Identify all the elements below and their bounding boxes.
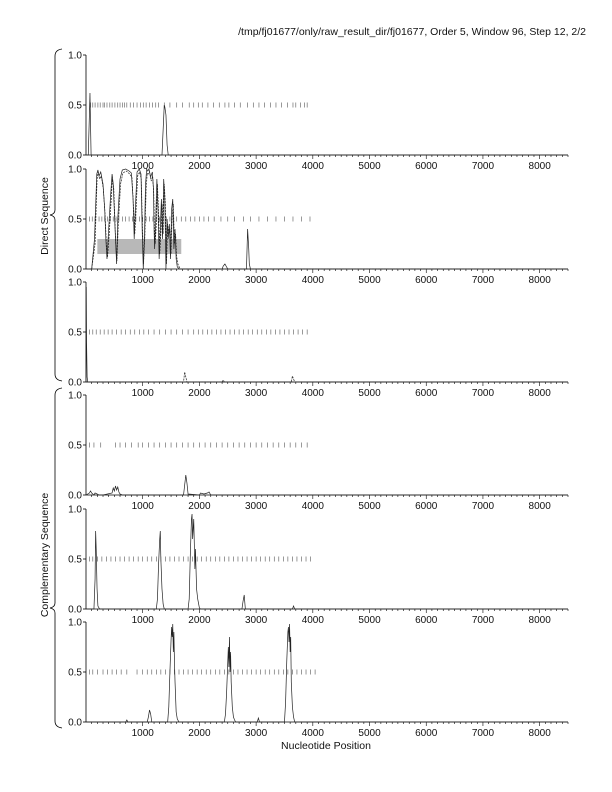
x-tick-label: 1000 bbox=[131, 388, 154, 399]
series-line bbox=[86, 93, 568, 155]
y-tick-label: 1.0 bbox=[68, 164, 82, 176]
x-tick-label: 7000 bbox=[471, 615, 495, 626]
x-tick-label: 3000 bbox=[244, 161, 268, 172]
panel-5 bbox=[68, 505, 568, 627]
chart-panels bbox=[68, 51, 568, 740]
x-tick-label: 8000 bbox=[528, 161, 551, 172]
panel-1 bbox=[68, 51, 568, 173]
x-tick-label: 7000 bbox=[471, 388, 495, 399]
x-tick-label: 2000 bbox=[188, 275, 211, 286]
y-tick-label: 0.5 bbox=[68, 554, 82, 566]
x-tick-label: 5000 bbox=[358, 275, 381, 286]
x-tick-label: 6000 bbox=[415, 501, 438, 512]
series-line bbox=[86, 287, 568, 382]
x-tick-label: 8000 bbox=[528, 388, 551, 399]
x-tick-label: 6000 bbox=[415, 728, 438, 739]
complementary-sequence-label: Complementary Sequence bbox=[39, 492, 51, 618]
panel-4 bbox=[68, 391, 568, 513]
x-axis-title: Nucleotide Position bbox=[281, 740, 371, 752]
x-tick-label: 4000 bbox=[301, 501, 324, 512]
x-tick-label: 2000 bbox=[188, 728, 211, 739]
y-tick-label: 1.0 bbox=[68, 50, 82, 62]
x-tick-label: 7000 bbox=[471, 728, 495, 739]
x-tick-label: 5000 bbox=[358, 161, 381, 172]
x-tick-label: 3000 bbox=[244, 275, 268, 286]
y-tick-label: 0.5 bbox=[68, 214, 82, 226]
x-tick-label: 3000 bbox=[244, 388, 268, 399]
x-tick-label: 3000 bbox=[244, 615, 268, 626]
series-line bbox=[86, 514, 568, 609]
y-tick-label: 0.0 bbox=[68, 150, 82, 162]
x-tick-label: 2000 bbox=[188, 615, 211, 626]
x-tick-label: 4000 bbox=[301, 728, 324, 739]
complementary-sequence-brace bbox=[50, 388, 62, 728]
x-tick-label: 8000 bbox=[528, 275, 551, 286]
y-tick-label: 1.0 bbox=[68, 504, 82, 516]
x-tick-label: 5000 bbox=[358, 388, 381, 399]
x-tick-label: 1000 bbox=[131, 728, 154, 739]
x-tick-label: 2000 bbox=[188, 501, 211, 512]
x-tick-label: 6000 bbox=[415, 388, 438, 399]
x-tick-label: 2000 bbox=[188, 388, 211, 399]
x-tick-label: 7000 bbox=[471, 275, 495, 286]
x-tick-label: 5000 bbox=[358, 501, 381, 512]
x-tick-label: 8000 bbox=[528, 728, 551, 739]
x-tick-label: 4000 bbox=[301, 388, 324, 399]
y-tick-label: 0.0 bbox=[68, 604, 82, 616]
x-tick-label: 3000 bbox=[244, 728, 268, 739]
panel-2 bbox=[68, 165, 568, 287]
y-tick-label: 0.0 bbox=[68, 717, 82, 729]
y-tick-label: 0.0 bbox=[68, 264, 82, 276]
x-tick-label: 1000 bbox=[131, 501, 154, 512]
y-tick-label: 1.0 bbox=[68, 277, 82, 289]
x-tick-label: 4000 bbox=[301, 275, 324, 286]
highlight-band bbox=[97, 239, 181, 254]
x-tick-label: 7000 bbox=[471, 501, 495, 512]
panel-6 bbox=[68, 618, 568, 740]
y-tick-label: 0.5 bbox=[68, 327, 82, 339]
y-tick-label: 0.5 bbox=[68, 667, 82, 679]
x-tick-label: 1000 bbox=[131, 615, 154, 626]
x-tick-label: 6000 bbox=[415, 161, 438, 172]
x-tick-label: 8000 bbox=[528, 615, 551, 626]
x-tick-label: 3000 bbox=[244, 501, 268, 512]
x-tick-label: 5000 bbox=[358, 615, 381, 626]
x-tick-label: 5000 bbox=[358, 728, 381, 739]
series-line bbox=[86, 624, 568, 722]
y-tick-label: 1.0 bbox=[68, 617, 82, 629]
y-tick-label: 0.0 bbox=[68, 490, 82, 502]
x-tick-label: 4000 bbox=[301, 161, 324, 172]
x-tick-label: 1000 bbox=[131, 275, 154, 286]
panel-3 bbox=[68, 278, 568, 400]
x-tick-label: 6000 bbox=[415, 615, 438, 626]
direct-sequence-label: Direct Sequence bbox=[39, 177, 51, 255]
y-tick-label: 0.0 bbox=[68, 377, 82, 389]
x-tick-label: 1000 bbox=[131, 161, 154, 172]
page-title: /tmp/fj01677/only/raw_result_dir/fj01677, Order 5, Window 96, Step 12, 2/2 bbox=[238, 26, 586, 38]
direct-sequence-brace bbox=[50, 49, 62, 381]
x-tick-label: 4000 bbox=[301, 615, 324, 626]
y-tick-label: 0.5 bbox=[68, 440, 82, 452]
x-tick-label: 8000 bbox=[528, 501, 551, 512]
x-tick-label: 2000 bbox=[188, 161, 211, 172]
series-line bbox=[86, 475, 568, 495]
y-tick-label: 0.5 bbox=[68, 100, 82, 112]
x-tick-label: 6000 bbox=[415, 275, 438, 286]
y-tick-label: 1.0 bbox=[68, 390, 82, 402]
x-tick-label: 7000 bbox=[471, 161, 495, 172]
series-line bbox=[86, 372, 568, 382]
